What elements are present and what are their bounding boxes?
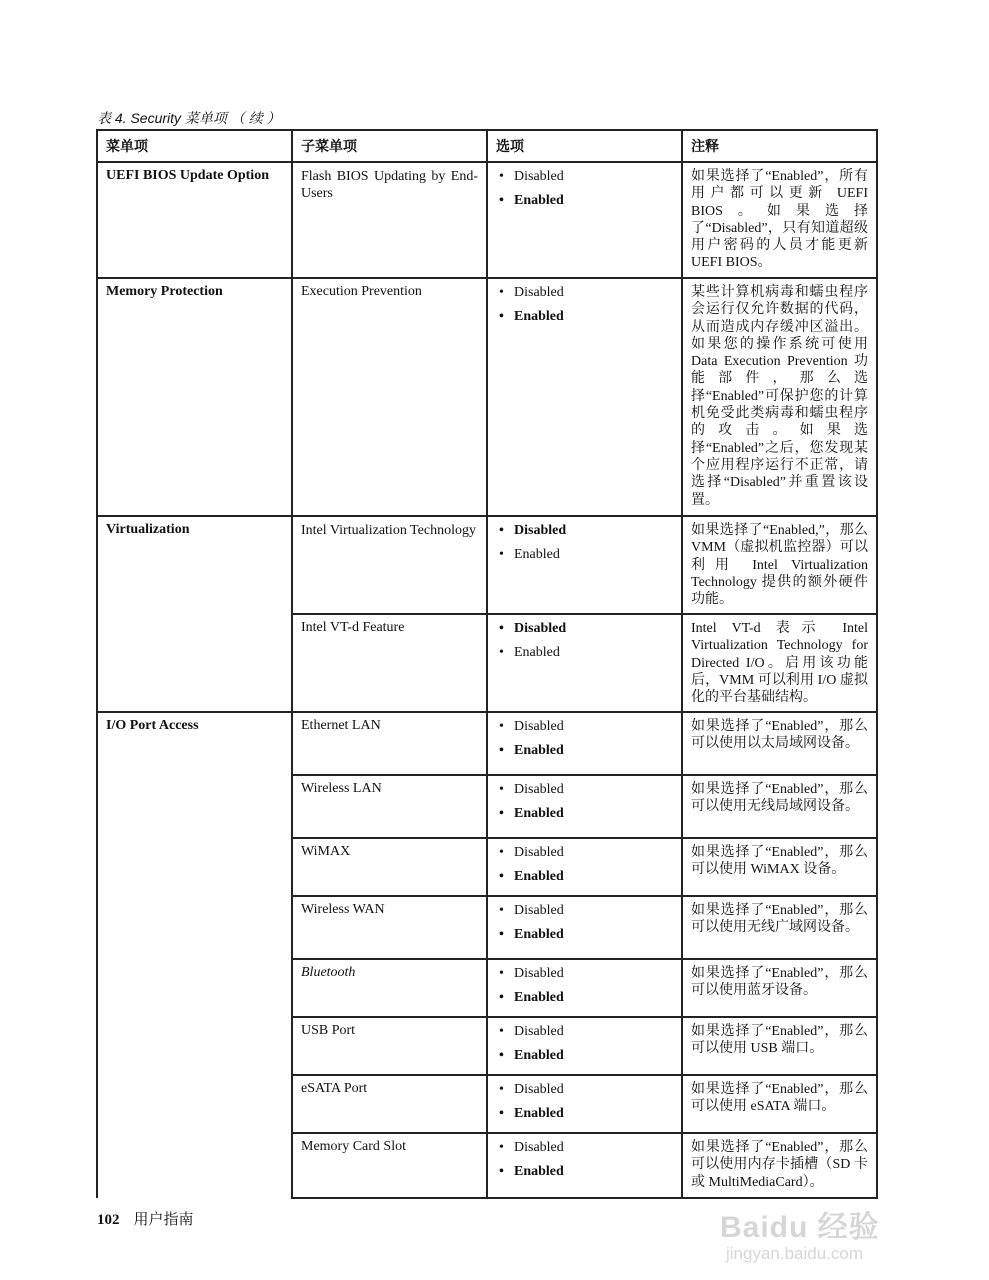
option: • Disabled: [496, 718, 673, 735]
submenu-item: eSATA Port: [292, 1075, 487, 1133]
note: 如果选择了“Enabled”，那么可以使用无线局域网设备。: [682, 775, 877, 838]
options: [487, 614, 682, 712]
submenu-item: Execution Prevention: [292, 278, 487, 516]
option: • Disabled: [496, 284, 673, 301]
note: 如果选择了“Enabled”，那么可以使用 WiMAX 设备。: [682, 838, 877, 896]
note: Intel VT-d 表示 Intel Virtualization Technology for Directed I/O。启用该功能后，VMM 可以利用 I/O 虚拟化的平台基础结构。: [682, 614, 877, 712]
book-title: 用户指南: [133, 1212, 194, 1228]
table-header: [97, 130, 877, 162]
options: [487, 1075, 682, 1133]
option: • Disabled: [496, 902, 673, 919]
submenu-item: Intel VT-d Feature: [292, 614, 487, 712]
note: 如果选择了“Enabled”，那么可以使用以太局域网设备。: [682, 712, 877, 775]
page-number: 102: [97, 1212, 120, 1228]
options: [487, 775, 682, 838]
options: [487, 712, 682, 775]
table-row: [97, 162, 877, 278]
note: 如果选择了“Enabled”，那么可以使用 eSATA 端口。: [682, 1075, 877, 1133]
option: • Disabled: [496, 1139, 673, 1156]
submenu-item: Flash BIOS Updating by End-Users: [292, 162, 487, 278]
menu-item: UEFI BIOS Update Option: [97, 162, 292, 278]
option-selected: • Enabled: [496, 805, 673, 822]
submenu-item: Bluetooth: [292, 959, 487, 1017]
submenu-item: Wireless LAN: [292, 775, 487, 838]
table-row: [97, 516, 877, 614]
options: [487, 1133, 682, 1198]
header-options: 选项: [487, 130, 682, 162]
option-selected: • Enabled: [496, 308, 673, 325]
options: [487, 1017, 682, 1075]
option: • Enabled: [496, 644, 673, 661]
option-selected: • Enabled: [496, 1163, 673, 1180]
options: [487, 896, 682, 959]
option: • Disabled: [496, 168, 673, 185]
option: • Disabled: [496, 1023, 673, 1040]
table-row: [97, 712, 877, 775]
note: 某些计算机病毒和蠕虫程序会运行仅允许数据的代码，从而造成内存缓冲区溢出。如果您的操作系统可使用 Data Execution Prevention 功能部件，那么选择“Enabled”可保护您的计算机免受此类病毒和蠕虫程序的攻击。如果选择“Enabled”之后，您发现某个应用程序运行不正常，请选择“Disabled”并重置该设置。: [682, 278, 877, 516]
note: 如果选择了“Enabled”，所有用户都可以更新 UEFI BIOS。如果选择了“Disabled”，只有知道超级用户密码的人员才能更新 UEFI BIOS。: [682, 162, 877, 278]
option-selected: • Enabled: [496, 742, 673, 759]
baidu-watermark: [720, 1212, 880, 1264]
watermark-url: jingyan.baidu.com: [726, 1244, 864, 1263]
submenu-item: USB Port: [292, 1017, 487, 1075]
table-row: [97, 278, 877, 516]
page-footer: [97, 1208, 194, 1229]
submenu-item: WiMAX: [292, 838, 487, 896]
options: [487, 516, 682, 614]
header-notes: 注释: [682, 130, 877, 162]
note: 如果选择了“Enabled”，那么可以使用 USB 端口。: [682, 1017, 877, 1075]
menu-item: Virtualization: [97, 516, 292, 712]
note: 如果选择了“Enabled”，那么可以使用无线广域网设备。: [682, 896, 877, 959]
options: [487, 278, 682, 516]
option: • Disabled: [496, 781, 673, 798]
note: 如果选择了“Enabled”，那么可以使用蓝牙设备。: [682, 959, 877, 1017]
table-caption: 表 4. Security 菜单项 （ 续 ）: [97, 110, 281, 126]
option: • Disabled: [496, 844, 673, 861]
security-menu-table: [96, 129, 878, 1199]
option-selected: • Disabled: [496, 620, 673, 637]
option-selected: • Enabled: [496, 989, 673, 1006]
submenu-item: Memory Card Slot: [292, 1133, 487, 1198]
option: • Enabled: [496, 546, 673, 563]
option: • Disabled: [496, 965, 673, 982]
submenu-item: Wireless WAN: [292, 896, 487, 959]
option: • Disabled: [496, 1081, 673, 1098]
watermark-logo: Baidu 经验: [720, 1211, 880, 1244]
option-selected: • Enabled: [496, 868, 673, 885]
options: [487, 959, 682, 1017]
note: 如果选择了“Enabled”，那么可以使用内存卡插槽（SD 卡或 MultiMediaCard）。: [682, 1133, 877, 1198]
header-submenu: 子菜单项: [292, 130, 487, 162]
options: [487, 162, 682, 278]
submenu-item: Intel Virtualization Technology: [292, 516, 487, 614]
menu-item: Memory Protection: [97, 278, 292, 516]
option-selected: • Disabled: [496, 522, 673, 539]
options: [487, 838, 682, 896]
option-selected: • Enabled: [496, 1047, 673, 1064]
header-menu: 菜单项: [97, 130, 292, 162]
option-selected: • Enabled: [496, 1105, 673, 1122]
option-selected: • Enabled: [496, 192, 673, 209]
menu-item: I/O Port Access: [97, 712, 292, 1198]
note: 如果选择了“Enabled,”，那么 VMM（虚拟机监控器）可以利用 Intel Virtualization Technology 提供的额外硬件功能。: [682, 516, 877, 614]
submenu-item: Ethernet LAN: [292, 712, 487, 775]
option-selected: • Enabled: [496, 926, 673, 943]
